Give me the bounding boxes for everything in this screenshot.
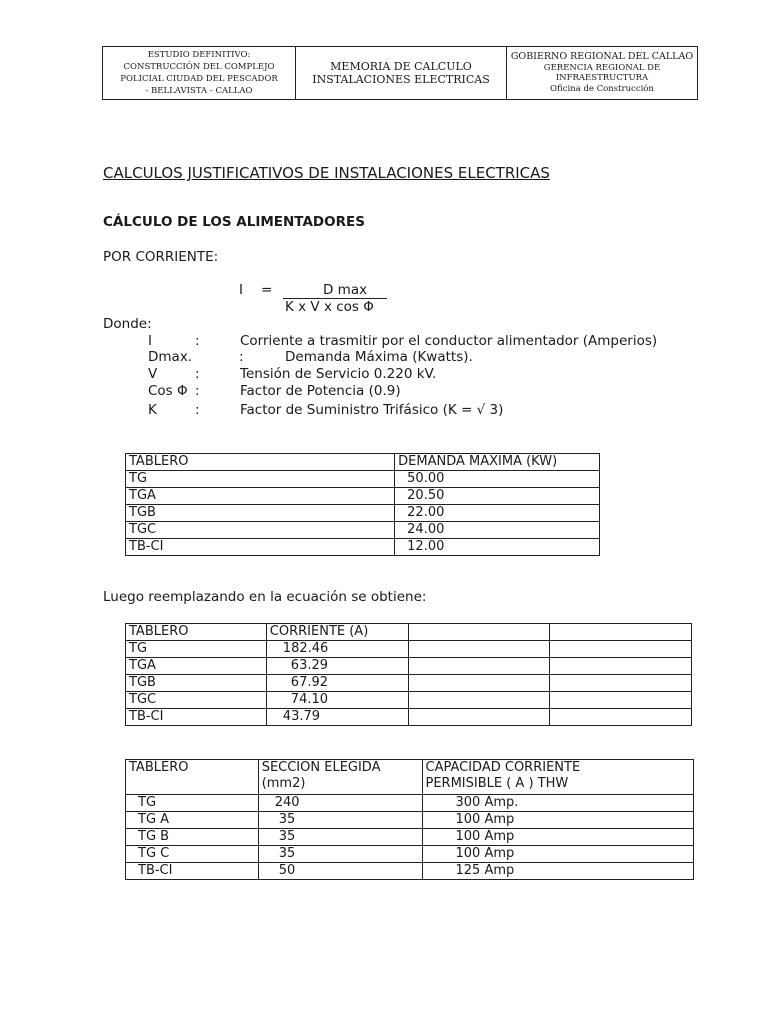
cell-capacidad: 100 Amp xyxy=(422,846,694,863)
cell-tablero: TGA xyxy=(126,658,267,675)
table-row xyxy=(126,795,694,812)
cell-tablero: TG xyxy=(126,795,259,812)
definition-text: Corriente a trasmitir por el conductor alimentador (Amperios) xyxy=(240,333,658,349)
cell-seccion: 35 xyxy=(258,812,422,829)
formula-numerator: D max xyxy=(323,282,368,298)
definition-separator: : xyxy=(239,349,244,365)
column-header: CORRIENTE (A) xyxy=(266,624,408,641)
cell-demanda: 20.50 xyxy=(395,488,600,505)
table-row xyxy=(126,675,692,692)
cell-capacidad: 125 Amp xyxy=(422,863,694,880)
cell-tablero: TB-CI xyxy=(126,863,259,880)
page-title: CALCULOS JUSTIFICATIVOS DE INSTALACIONES ELECTRICAS xyxy=(103,164,550,182)
definition-separator: : xyxy=(195,366,200,382)
cell-empty xyxy=(408,641,550,658)
definition-text: Demanda Máxima (Kwatts). xyxy=(285,349,473,365)
header-project-line: POLICIAL CIUDAD DEL PESCADOR xyxy=(120,74,278,84)
cell-tablero: TG A xyxy=(126,812,259,829)
cell-corriente: 63.29 xyxy=(266,658,408,675)
section-table xyxy=(125,759,694,880)
header-project-line: CONSTRUCCIÓN DEL COMPLEJO xyxy=(123,62,275,72)
cell-tablero: TG xyxy=(126,641,267,658)
cell-corriente: 67.92 xyxy=(266,675,408,692)
demand-table xyxy=(125,453,600,556)
cell-corriente: 182.46 xyxy=(266,641,408,658)
current-table xyxy=(125,623,692,726)
table-row xyxy=(126,641,692,658)
definition-text: Factor de Suministro Trifásico (K = √ 3) xyxy=(240,402,504,418)
column-header xyxy=(422,760,694,795)
cell-tablero: TGB xyxy=(126,505,395,522)
column-header-line: (mm2) xyxy=(261,776,306,791)
cell-empty xyxy=(408,709,550,726)
cell-demanda: 12.00 xyxy=(395,539,600,556)
column-header: TABLERO xyxy=(126,454,395,471)
column-header: TABLERO xyxy=(126,760,259,795)
cell-seccion: 35 xyxy=(258,829,422,846)
header-project xyxy=(103,47,295,99)
definition-symbol: V xyxy=(148,366,158,382)
table-row xyxy=(126,709,692,726)
cell-tablero: TGA xyxy=(126,488,395,505)
cell-empty xyxy=(550,675,692,692)
table-row xyxy=(126,505,600,522)
definition-symbol: Cos Φ xyxy=(148,383,188,399)
table-row xyxy=(126,846,694,863)
cell-tablero: TG B xyxy=(126,829,259,846)
cell-seccion: 50 xyxy=(258,863,422,880)
cell-demanda: 24.00 xyxy=(395,522,600,539)
table-header-row xyxy=(126,624,692,641)
header-doc-title xyxy=(295,47,506,99)
column-header-line: CAPACIDAD CORRIENTE xyxy=(425,760,581,775)
column-header: TABLERO xyxy=(126,624,267,641)
table-row xyxy=(126,488,600,505)
column-header: DEMANDA MAXIMA (KW) xyxy=(395,454,600,471)
header-agency-line: GERENCIA REGIONAL DE xyxy=(543,62,661,73)
cell-seccion: 240 xyxy=(258,795,422,812)
header-doc-title-line: MEMORIA DE CALCULO xyxy=(330,60,472,73)
formula-denominator: K x V x cos Φ xyxy=(285,299,374,315)
method-label: POR CORRIENTE: xyxy=(103,249,219,265)
cell-corriente: 43.79 xyxy=(266,709,408,726)
column-header-line: PERMISIBLE ( A ) THW xyxy=(425,776,569,791)
table-row xyxy=(126,658,692,675)
cell-empty xyxy=(550,641,692,658)
definition-symbol: Dmax. xyxy=(148,349,193,365)
cell-empty xyxy=(408,692,550,709)
cell-capacidad: 100 Amp xyxy=(422,829,694,846)
cell-tablero: TG xyxy=(126,471,395,488)
cell-empty xyxy=(408,675,550,692)
definition-text: Tensión de Servicio 0.220 kV. xyxy=(240,366,437,382)
table-row xyxy=(126,471,600,488)
cell-empty xyxy=(550,692,692,709)
cell-tablero: TB-CI xyxy=(126,709,267,726)
column-header xyxy=(258,760,422,795)
formula-lhs: I xyxy=(239,282,243,298)
header-agency-line: GOBIERNO REGIONAL DEL CALLAO xyxy=(510,51,694,62)
header-doc-title-line: INSTALACIONES ELECTRICAS xyxy=(312,73,490,86)
header-agency-line: Oficina de Construcción xyxy=(550,83,654,94)
cell-tablero: TG C xyxy=(126,846,259,863)
cell-empty xyxy=(550,709,692,726)
table-header-row xyxy=(126,760,694,795)
table-row xyxy=(126,522,600,539)
column-header xyxy=(550,624,692,641)
cell-empty xyxy=(550,658,692,675)
cell-empty xyxy=(408,658,550,675)
cell-demanda: 22.00 xyxy=(395,505,600,522)
definition-symbol: K xyxy=(148,402,157,418)
header-agency-line: INFRAESTRUCTURA xyxy=(555,73,649,83)
cell-tablero: TGC xyxy=(126,522,395,539)
header-project-line: - BELLAVISTA - CALLAO xyxy=(145,86,253,96)
formula-equals: = xyxy=(261,282,273,298)
table-header-row xyxy=(126,454,600,471)
cell-capacidad: 100 Amp xyxy=(422,812,694,829)
definition-separator: : xyxy=(195,383,200,399)
header-project-line: ESTUDIO DEFINITIVO: xyxy=(147,50,251,60)
cell-tablero: TGB xyxy=(126,675,267,692)
table-row xyxy=(126,539,600,556)
document-header xyxy=(102,46,698,100)
table-row xyxy=(126,829,694,846)
column-header xyxy=(408,624,550,641)
cell-capacidad: 300 Amp. xyxy=(422,795,694,812)
table-row xyxy=(126,863,694,880)
header-agency xyxy=(506,47,697,99)
cell-corriente: 74.10 xyxy=(266,692,408,709)
table-row xyxy=(126,812,694,829)
cell-tablero: TGC xyxy=(126,692,267,709)
definition-separator: : xyxy=(195,402,200,418)
cell-seccion: 35 xyxy=(258,846,422,863)
cell-tablero: TB-CI xyxy=(126,539,395,556)
cell-demanda: 50.00 xyxy=(395,471,600,488)
definition-symbol: I xyxy=(148,333,152,349)
column-header-line: SECCION ELEGIDA xyxy=(261,760,381,775)
donde-label: Donde: xyxy=(103,316,152,332)
definition-separator: : xyxy=(195,333,200,349)
definition-text: Factor de Potencia (0.9) xyxy=(240,383,401,399)
results-intro: Luego reemplazando en la ecuación se obtiene: xyxy=(103,589,427,605)
table-row xyxy=(126,692,692,709)
section-heading: CÁLCULO DE LOS ALIMENTADORES xyxy=(103,214,365,230)
